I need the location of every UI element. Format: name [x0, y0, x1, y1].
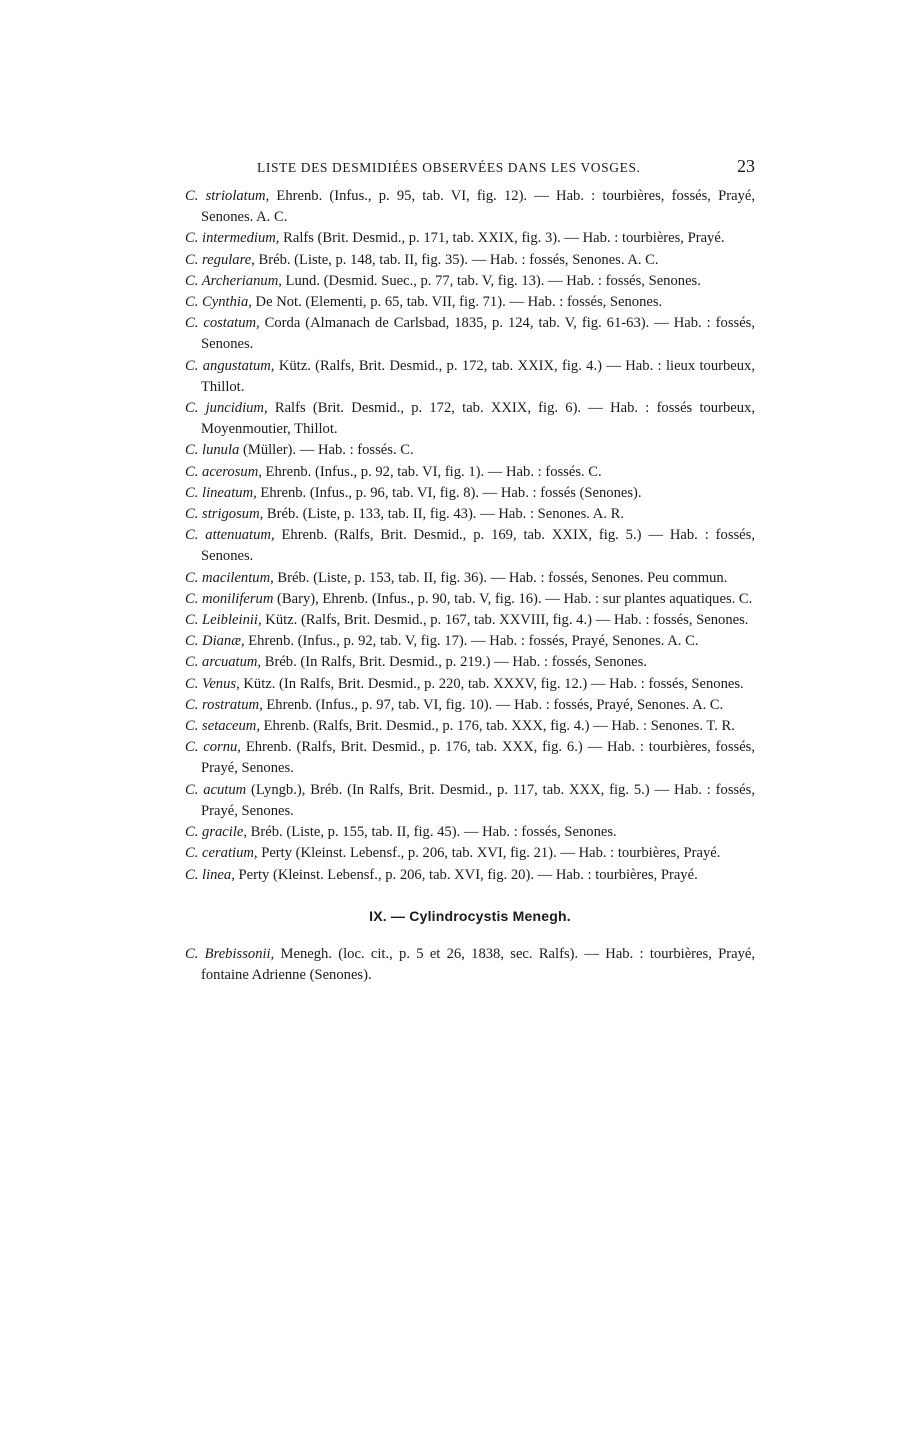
species-description: Menegh. (loc. cit., p. 5 et 26, 1838, sec. Ralfs). — Hab. : tourbières, Prayé, fontaine Adrienne (Senones). — [201, 945, 755, 983]
species-entry — [185, 631, 755, 652]
species-description: Ehrenb. (Infus., p. 95, tab. VI, fig. 12). — Hab. : tourbières, fossés, Prayé, Senones. A. C. — [201, 188, 755, 226]
species-name: C. regulare, — [185, 251, 255, 268]
species-description: Kütz. (Ralfs, Brit. Desmid., p. 167, tab. XXVIII, fig. 4.) — Hab. : fossés, Senones. — [261, 612, 749, 629]
species-entry — [185, 589, 755, 610]
species-description: Bréb. (Liste, p. 153, tab. II, fig. 36). — Hab. : fossés, Senones. Peu commun. — [273, 569, 728, 586]
species-description: Corda (Almanach de Carlsbad, 1835, p. 124, tab. V, fig. 61-63). — Hab. : fossés, Senones. — [201, 315, 755, 353]
species-description: Bréb. (In Ralfs, Brit. Desmid., p. 219.) — Hab. : fossés, Senones. — [261, 654, 647, 671]
species-description: Ralfs (Brit. Desmid., p. 172, tab. XXIX, fig. 6). — Hab. : fossés tourbeux, Moyenmoutier, Thillot. — [201, 400, 755, 438]
entries-block — [185, 186, 755, 886]
species-name: C. Cynthia, — [185, 294, 252, 311]
species-entry — [185, 525, 755, 567]
species-entry — [185, 674, 755, 695]
species-description: Perty (Kleinst. Lebensf., p. 206, tab. XVI, fig. 20). — Hab. : tourbières, Prayé. — [234, 866, 698, 883]
species-name: C. linea, — [185, 866, 235, 883]
species-entry — [185, 250, 755, 271]
species-entry — [185, 398, 755, 440]
species-name: C. strigosum, — [185, 506, 264, 523]
species-entry — [185, 292, 755, 313]
species-name: C. lineatum, — [185, 484, 257, 501]
species-name: C. Leibleinii, — [185, 612, 262, 629]
species-entry — [185, 271, 755, 292]
species-name: C. setaceum, — [185, 718, 260, 735]
species-description: (Müller). — Hab. : fossés. C. — [239, 442, 414, 459]
species-name: C. gracile, — [185, 824, 248, 841]
species-entry — [185, 186, 755, 228]
species-description: Ehrenb. (Ralfs, Brit. Desmid., p. 169, tab. XXIX, fig. 5.) — Hab. : fossés, Senones. — [201, 527, 755, 565]
species-name: C. striolatum, — [185, 188, 270, 204]
species-name: C. Dianæ, — [185, 633, 245, 650]
species-entry — [185, 780, 755, 822]
species-list — [185, 186, 755, 986]
running-title: LISTE DES DESMIDIÉES OBSERVÉES DANS LES VOSGES. — [257, 160, 641, 175]
species-description: Bréb. (Liste, p. 133, tab. II, fig. 43). — Hab. : Senones. A. R. — [263, 506, 625, 523]
species-entry — [185, 568, 755, 589]
species-entry — [185, 313, 755, 355]
species-name: C. angustatum, — [185, 357, 275, 374]
species-entry — [185, 652, 755, 673]
species-name: C. rostratum, — [185, 696, 263, 713]
species-description: Kütz. (In Ralfs, Brit. Desmid., p. 220, tab. XXXV, fig. 12.) — Hab. : fossés, Senones. — [239, 675, 744, 692]
species-description: Ralfs (Brit. Desmid., p. 171, tab. XXIX, fig. 3). — Hab. : tourbières, Prayé. — [279, 230, 725, 247]
species-entry — [185, 504, 755, 525]
species-description: Kütz. (Ralfs, Brit. Desmid., p. 172, tab. XXIX, fig. 4.) — Hab. : lieux tourbeux, Thillot. — [201, 357, 755, 395]
species-name: C. acerosum, — [185, 463, 262, 480]
species-entry — [185, 865, 755, 886]
species-name: C. cornu, — [185, 739, 241, 756]
species-name: C. attenuatum, — [185, 527, 275, 544]
species-entry — [185, 356, 755, 398]
species-entry — [185, 822, 755, 843]
species-name: C. arcuatum, — [185, 654, 262, 671]
species-description: Lund. (Desmid. Suec., p. 77, tab. V, fig. 13). — Hab. : fossés, Senones. — [281, 272, 701, 289]
section-entries-block — [185, 944, 755, 986]
species-name: C. juncidium, — [185, 400, 268, 417]
species-name: C. Venus, — [185, 675, 240, 692]
species-description: Bréb. (Liste, p. 155, tab. II, fig. 45). — Hab. : fossés, Senones. — [247, 824, 617, 841]
species-entry — [185, 737, 755, 779]
running-header — [185, 156, 755, 180]
species-description: Bréb. (Liste, p. 148, tab. II, fig. 35). — Hab. : fossés, Senones. A. C. — [254, 251, 659, 268]
species-entry — [185, 695, 755, 716]
species-name: C. acutum — [185, 781, 247, 798]
species-entry — [185, 228, 755, 249]
species-entry — [185, 440, 755, 461]
section-title: IX. — Cylindrocystis Menegh. — [369, 907, 571, 924]
species-description: Ehrenb. (Infus., p. 96, tab. VI, fig. 8). — Hab. : fossés (Senones). — [256, 484, 642, 501]
species-description: Ehrenb. (Infus., p. 97, tab. VI, fig. 10). — Hab. : fossés, Prayé, Senones. A. C. — [262, 696, 724, 713]
species-entry — [185, 944, 755, 986]
species-entry — [185, 483, 755, 504]
species-description: (Bary), Ehrenb. (Infus., p. 90, tab. V, fig. 16). — Hab. : sur plantes aquatiques. C. — [273, 590, 753, 607]
species-entry — [185, 610, 755, 631]
species-description: Perty (Kleinst. Lebensf., p. 206, tab. XVI, fig. 21). — Hab. : tourbières, Prayé. — [257, 845, 721, 862]
species-name: C. intermedium, — [185, 230, 280, 247]
species-name: C. ceratium, — [185, 845, 258, 862]
species-name: C. Archerianum, — [185, 272, 282, 289]
species-name: C. lunula — [185, 442, 240, 459]
species-description: (Lyngb.), Bréb. (In Ralfs, Brit. Desmid., p. 117, tab. XXX, fig. 5.) — Hab. : fossés, Prayé, Senones. — [201, 781, 755, 819]
species-description: Ehrenb. (Infus., p. 92, tab. V, fig. 17). — Hab. : fossés, Prayé, Senones. A. C. — [244, 633, 699, 650]
species-description: De Not. (Elementi, p. 65, tab. VII, fig. 71). — Hab. : fossés, Senones. — [251, 294, 663, 311]
page-number: 23 — [737, 156, 755, 176]
species-description: Ehrenb. (Infus., p. 92, tab. VI, fig. 1). — Hab. : fossés. C. — [261, 463, 602, 480]
species-name: C. moniliferum — [185, 590, 274, 607]
species-description: Ehrenb. (Ralfs, Brit. Desmid., p. 176, tab. XXX, fig. 6.) — Hab. : tourbières, fossés, Prayé, Senones. — [201, 739, 755, 777]
species-entry — [185, 462, 755, 483]
species-entry — [185, 716, 755, 737]
species-name: C. macilentum, — [185, 569, 274, 586]
species-name: C. costatum, — [185, 315, 260, 332]
species-name: C. Brebissonii, — [185, 945, 275, 962]
species-description: Ehrenb. (Ralfs, Brit. Desmid., p. 176, tab. XXX, fig. 4.) — Hab. : Senones. T. R. — [259, 718, 735, 735]
species-entry — [185, 843, 755, 864]
